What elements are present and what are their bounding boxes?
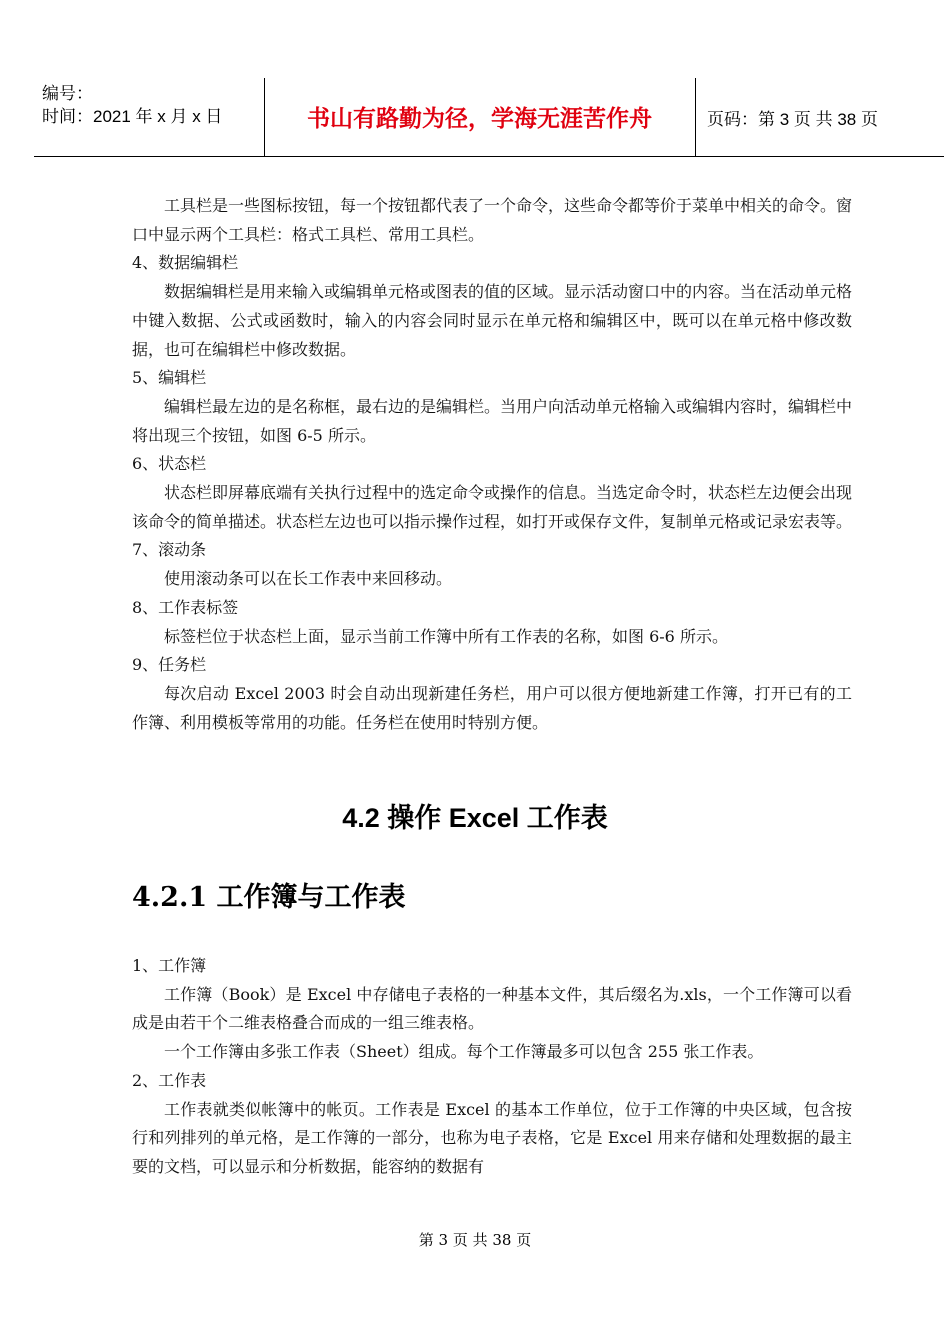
paragraph: 每次启动 Excel 2003 时会自动出现新建任务栏，用户可以很方便地新建工作簿，打开已有的工作簿、利用模板等常用的功能。任务栏在使用时特别方便。 bbox=[132, 683, 852, 732]
paragraph: 工作表就类似帐簿中的帐页。工作表是 Excel 的基本工作单位，位于工作簿的中央区域，包含按行和列排列的单元格，是工作簿的一部分，也称为电子表格，它是 Excel 用来存储和处理数据的最主要的文档，可以显示和分析数据，能容纳的数据有 bbox=[132, 1099, 852, 1176]
body-section-2 bbox=[132, 952, 852, 1182]
list-heading: 2、工作表 bbox=[132, 1070, 207, 1090]
header-meta bbox=[42, 82, 222, 128]
list-heading: 9、任务栏 bbox=[132, 655, 207, 675]
paragraph: 标签栏位于状态栏上面，显示当前工作簿中所有工作表的名称，如图 6-6 所示。 bbox=[164, 626, 728, 646]
time-label: 时间：2021 年 x 月 x 日 bbox=[42, 107, 223, 126]
paragraph: 工作簿（Book）是 Excel 中存储电子表格的一种基本文件，其后缀名为.xls，一个工作簿可以看成是由若干个二维表格叠合而成的一组三维表格。 bbox=[132, 984, 852, 1033]
list-heading: 1、工作簿 bbox=[132, 956, 207, 975]
header-page-label: 页码：第 3 页 共 38 页 bbox=[707, 110, 878, 129]
list-heading: 7、滚动条 bbox=[132, 540, 207, 560]
subsection-heading: 4.2.1 工作簿与工作表 bbox=[132, 882, 406, 913]
paragraph: 状态栏即屏幕底端有关执行过程中的选定命令或操作的信息。当选定命令时，状态栏左边便会出现该命令的简单描述。状态栏左边也可以指示操作过程，如打开或保存文件，复制单元格或记录宏表等。 bbox=[132, 483, 853, 531]
list-heading: 6、状态栏 bbox=[132, 454, 207, 474]
body-section-1 bbox=[132, 192, 852, 737]
paragraph: 一个工作簿由多张工作表（Sheet）组成。每个工作簿最多可以包含 255 张工作表。 bbox=[164, 1042, 764, 1062]
page-footer: 第 3 页 共 38 页 bbox=[418, 1231, 532, 1249]
document-header bbox=[34, 78, 944, 157]
list-heading: 4、数据编辑栏 bbox=[132, 253, 239, 273]
serial-label: 编号： bbox=[42, 84, 93, 103]
list-heading: 5、编辑栏 bbox=[132, 368, 207, 388]
list-heading: 8、工作表标签 bbox=[132, 597, 239, 617]
section-heading: 4.2 操作 Excel 工作表 bbox=[342, 803, 608, 833]
paragraph: 工具栏是一些图标按钮，每一个按钮都代表了一个命令，这些命令都等价于菜单中相关的命令。窗口中显示两个工具栏：格式工具栏、常用工具栏。 bbox=[132, 196, 853, 244]
header-divider bbox=[695, 78, 696, 156]
paragraph: 使用滚动条可以在长工作表中来回移动。 bbox=[164, 569, 453, 589]
paragraph: 编辑栏最左边的是名称框，最右边的是编辑栏。当用户向活动单元格输入或编辑内容时，编辑栏中将出现三个按钮，如图 6-5 所示。 bbox=[132, 396, 853, 445]
header-motto: 书山有路勤为径，学海无涯苦作舟 bbox=[307, 106, 652, 132]
paragraph: 数据编辑栏是用来输入或编辑单元格或图表的值的区域。显示活动窗口中的内容。当在活动单元格中键入数据、公式或函数时，输入的内容会同时显示在单元格和编辑区中，既可以在单元格中修改数据，也可在编辑栏中修改数据。 bbox=[132, 282, 853, 359]
